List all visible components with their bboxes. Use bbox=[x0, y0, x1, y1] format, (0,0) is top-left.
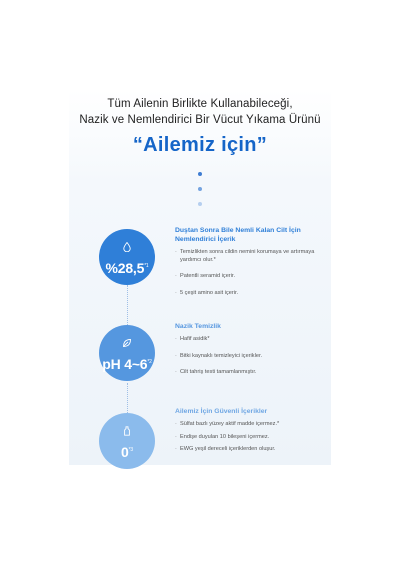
list-item: · Hafif asidik* bbox=[175, 336, 335, 344]
headline-line-1: Tüm Ailenin Birlikte Kullanabileceği, bbox=[107, 98, 293, 110]
slogan: “Ailemiz için” bbox=[132, 134, 268, 156]
list-item: · Patentli seramid içerir. bbox=[175, 273, 335, 281]
feature-title-line-1: Duştan Sonra Bile Nemli Kalan Cilt İçin bbox=[175, 227, 301, 234]
headline bbox=[0, 96, 400, 128]
decorative-dot bbox=[198, 187, 202, 191]
footnote-mark: *3 bbox=[128, 446, 133, 453]
dropper-bottle-icon bbox=[123, 423, 131, 441]
feature-title-line-2: Nemlendirici İçerik bbox=[175, 236, 236, 243]
feature-safe-ingredients bbox=[175, 407, 335, 459]
footnote-mark: *2 bbox=[147, 358, 152, 365]
zero-badge bbox=[99, 413, 155, 469]
list-item: · Cilt tahriş testi tamamlanmıştır. bbox=[175, 369, 335, 377]
feature-title-line-1: Nazik Temizlik bbox=[175, 323, 221, 330]
leaf-icon bbox=[122, 335, 132, 353]
connector-line bbox=[127, 383, 128, 413]
list-item: · Temizlikten sonra cildin nemini korumaya ve artırmaya yardımcı olur.* bbox=[175, 249, 335, 264]
feature-title bbox=[175, 226, 335, 244]
feature-title bbox=[175, 407, 335, 416]
list-item: · Sülfat bazlı yüzey aktif madde içermez.* bbox=[175, 421, 335, 429]
moisture-badge bbox=[99, 229, 155, 285]
ph-value: pH 4~6 bbox=[102, 355, 148, 372]
headline-line-2: Nazik ve Nemlendirici Bir Vücut Yıkama Ürünü bbox=[79, 114, 321, 126]
decorative-dot bbox=[198, 202, 202, 206]
connector-line bbox=[127, 285, 128, 325]
list-item: · 5 çeşit amino asit içerir. bbox=[175, 290, 335, 298]
footnote-mark: *1 bbox=[144, 262, 149, 269]
list-item: · EWG yeşil dereceli içeriklerden oluşur. bbox=[175, 446, 335, 454]
moisture-value: %28,5 bbox=[105, 259, 145, 276]
decorative-dot bbox=[198, 172, 202, 176]
feature-gentle-cleansing bbox=[175, 322, 335, 386]
feature-title-line-1: Ailemiz İçin Güvenli İçerikler bbox=[175, 408, 268, 415]
zero-value: 0 bbox=[121, 443, 129, 460]
list-item: · Bitki kaynaklı temizleyici içerikler. bbox=[175, 353, 335, 361]
feature-moisture bbox=[175, 226, 335, 306]
feature-title bbox=[175, 322, 335, 331]
water-drop-icon bbox=[123, 239, 131, 257]
ph-badge bbox=[99, 325, 155, 381]
list-item: · Endişe duyulan 10 bileşeni içermez. bbox=[175, 434, 335, 442]
